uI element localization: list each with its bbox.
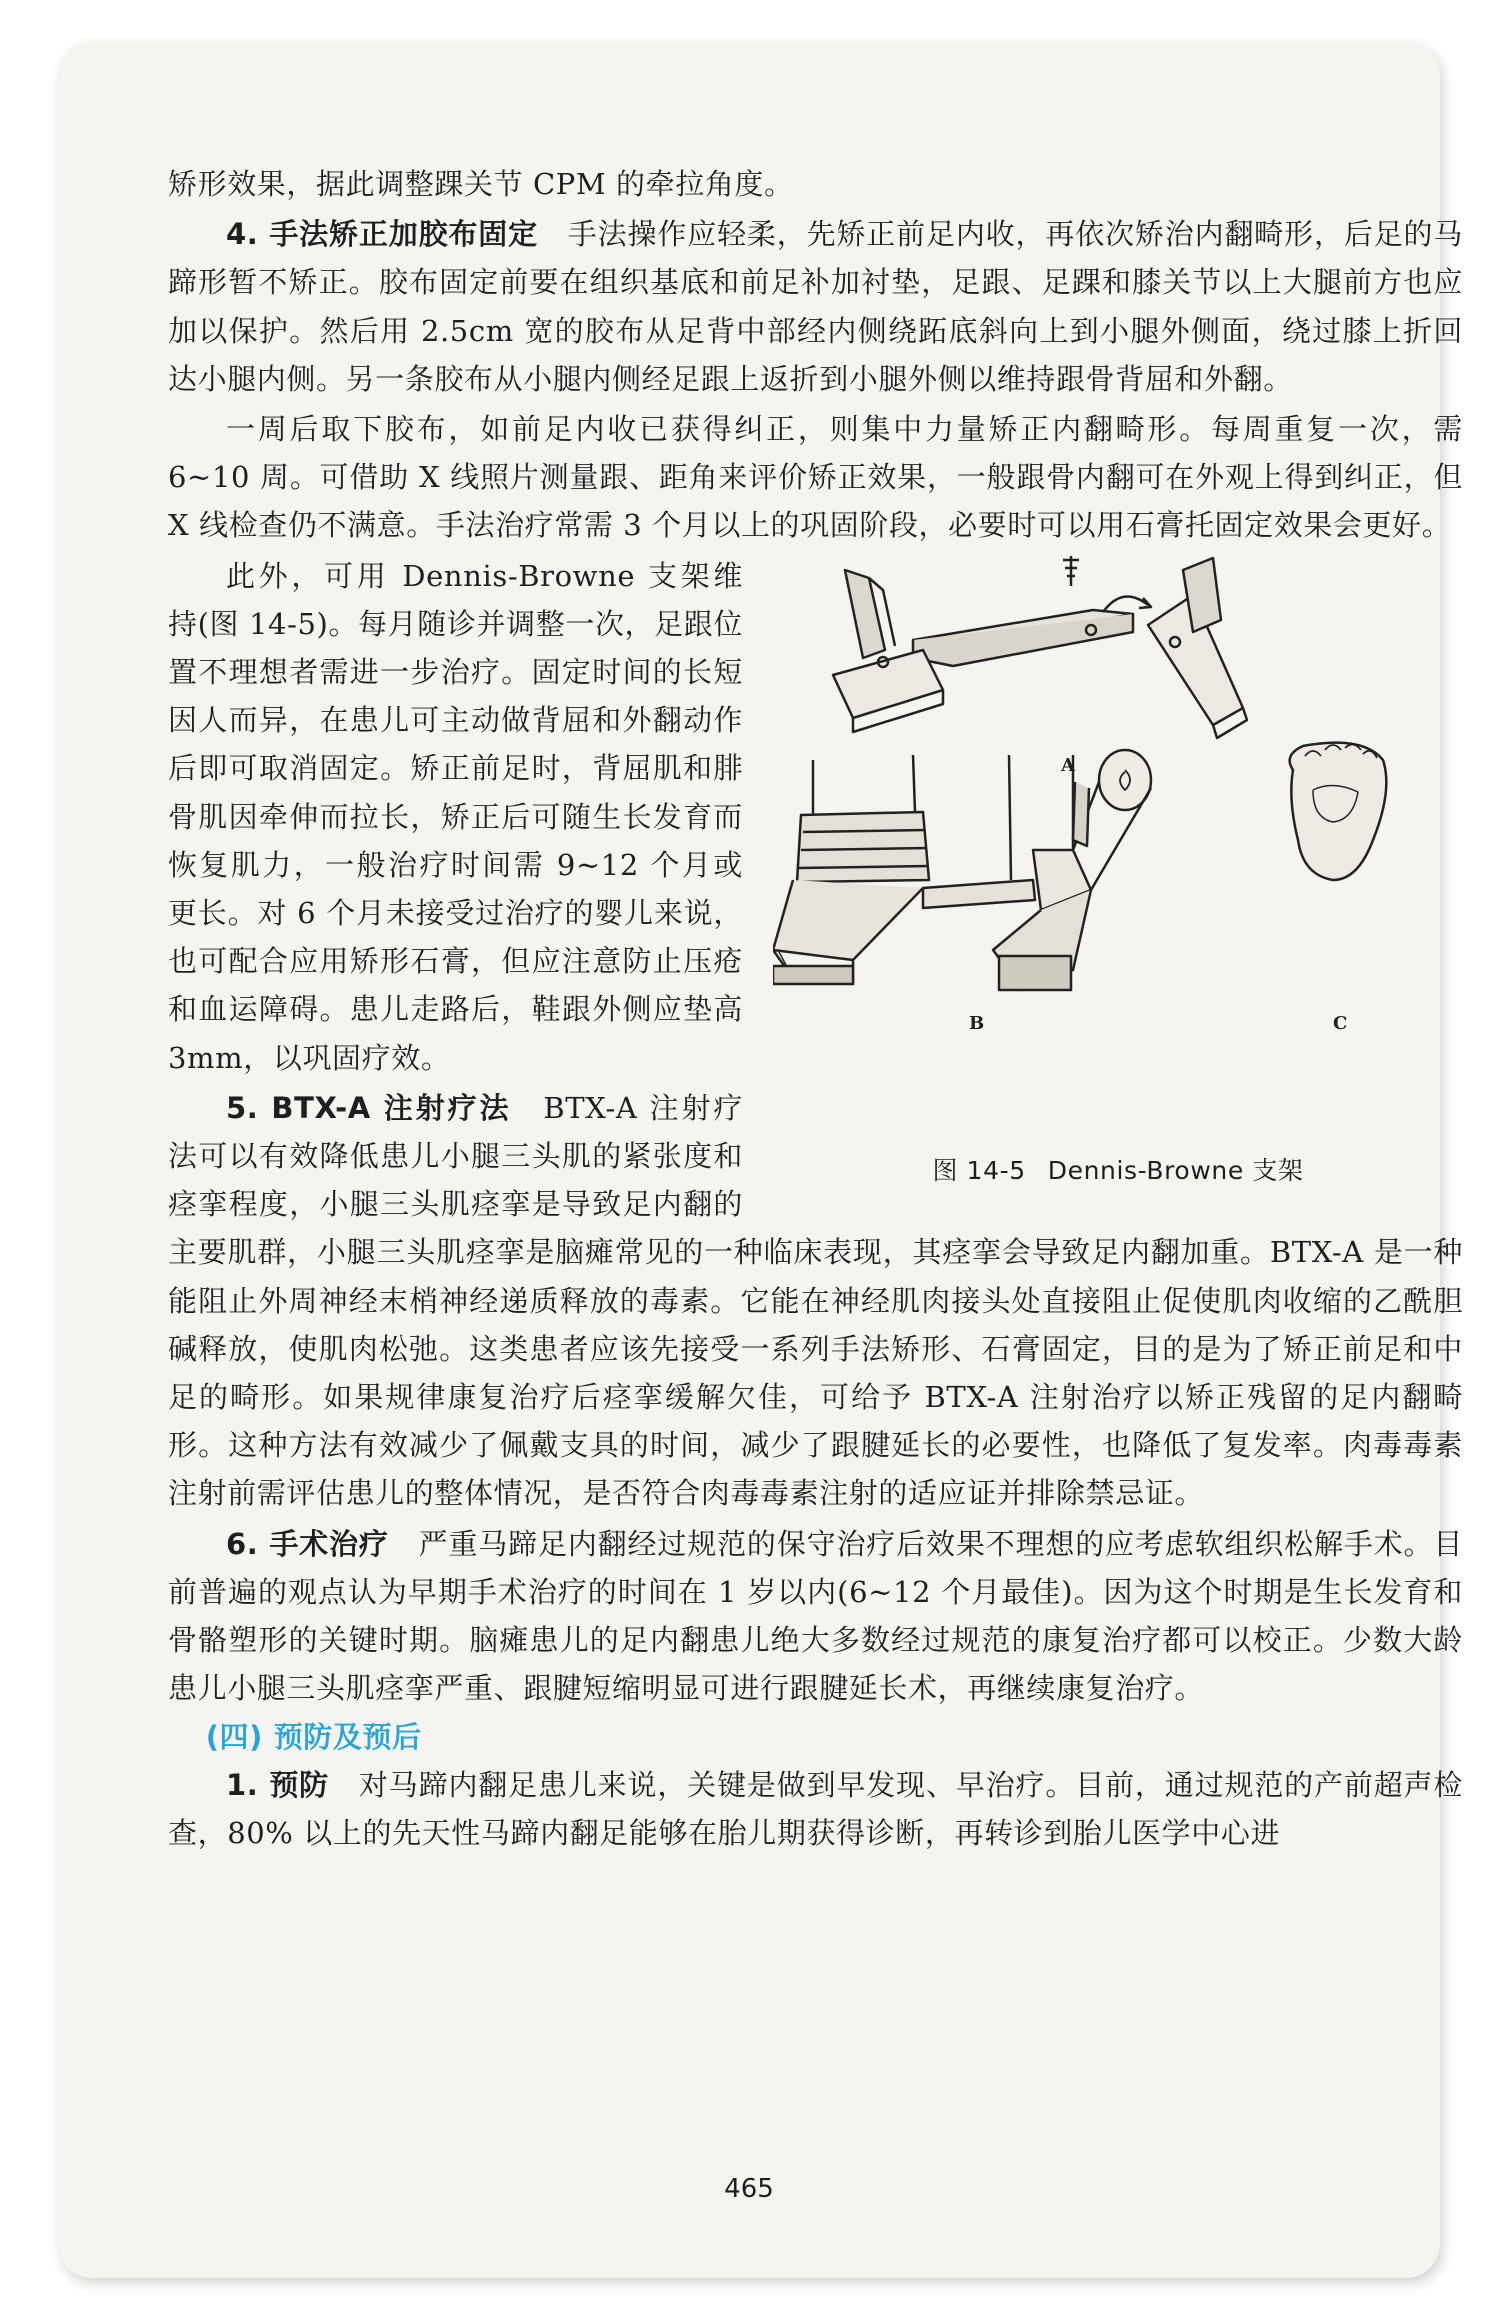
text-prevention: 对马蹄内翻足患儿来说，关键是做到早发现、早治疗。目前，通过规范的产前超声检查，80% 以上的先天性马蹄内翻足能够在胎儿期获得诊断，再转诊到胎儿医学中心进 [168, 1767, 1464, 1850]
figure-label-a: A [1061, 754, 1076, 776]
heading-manual-correction: 4. 手法矫正加胶布固定 [226, 217, 538, 252]
figure-number: 图 14-5 [932, 1155, 1026, 1185]
page-body [168, 160, 1463, 1857]
paragraph-prevention [168, 1761, 1463, 1857]
page-number: 465 [724, 2174, 774, 2204]
paragraph-manual-correction [168, 210, 1463, 403]
heading-btx-a: 5. BTX-A 注射疗法 [226, 1090, 512, 1125]
dennis-browne-illustration [773, 550, 1463, 1190]
figure-title: Dennis-Browne 支架 [1047, 1155, 1304, 1185]
paragraph-weekly-repeat: 一周后取下胶布，如前足内收已获得纠正，则集中力量矫正内翻畸形。每周重复一次，需 6~10 周。可借助 X 线照片测量跟、距角来评价矫正效果，一般跟骨内翻可在外观上得到纠正，但 X 线检查仍不满意。手法治疗常需 3 个月以上的巩固阶段，必要时可以用石膏托固定效果会更好。 [168, 412, 1463, 543]
figure-dennis-browne [773, 550, 1463, 1190]
heading-surgery: 6. 手术治疗 [226, 1526, 389, 1561]
paragraph-dennis-browne: 此外，可用 Dennis-Browne 支架维持(图 14-5)。每月随诊并调整一次，足跟位置不理想者需进一步治疗。固定时间的长短因人而异，在患儿可主动做背屈和外翻动作后即可取消固定。矫正前足时，背屈肌和腓骨肌因牵伸而拉长，矫正后可随生长发育而恢复肌力，一般治疗时间需 9~12 个月或更长。对 6 个月未接受过治疗的婴儿来说，也可配合应用矫形石膏，但应注意防止压疮和血运障碍。患儿走路后，鞋跟外侧应垫高 3mm，以巩固疗效。 [168, 558, 743, 1075]
figure-label-b: B [969, 1012, 985, 1034]
heading-prevention: 1. 预防 [226, 1767, 330, 1802]
paragraph-surgery [168, 1520, 1463, 1713]
text-manual-correction: 手法操作应轻柔，先矫正前足内收，再依次矫治内翻畸形，后足的马蹄形暂不矫正。胶布固定前要在组织基底和前足补加衬垫，足跟、足踝和膝关节以上大腿前方也应加以保护。然后用 2.5cm 宽的胶布从足背中部经内侧绕跖底斜向上到小腿外侧面，绕过膝上折回达小腿内侧。另一条胶布从小腿内侧经足跟上返折到小腿外侧以维持跟骨背屈和外翻。 [168, 217, 1463, 396]
text-btx-a: BTX-A 注射疗法可以有效降低患儿小腿三头肌的紧张度和痉挛程度，小腿三头肌痉挛是导致足内翻的主要肌群，小腿三头肌痉挛是脑瘫常见的一种临床表现，其痉挛会导致足内翻加重。BTX-A 是一种能阻止外周神经末梢神经递质释放的毒素。它能在神经肌肉接头处直接阻止促使肌肉收缩的乙酰胆碱释放，使肌肉松弛。这类患者应该先接受一系列手法矫形、石膏固定，目的是为了矫正前足和中足的畸形。如果规律康复治疗后痉挛缓解欠佳，可给予 BTX-A 注射治疗以矫正残留的足内翻畸形。这种方法有效减少了佩戴支具的时间，减少了跟腱延长的必要性，也降低了复发率。肉毒毒素注射前需评估患儿的整体情况，是否符合肉毒毒素注射的适应证并排除禁忌证。 [168, 1090, 1463, 1511]
figure-label-c: C [1333, 1012, 1348, 1034]
figure-caption [773, 1156, 1463, 1186]
paragraph-continued: 矫形效果，据此调整踝关节 CPM 的牵拉角度。 [168, 167, 794, 201]
text-surgery: 严重马蹄足内翻经过规范的保守治疗后效果不理想的应考虑软组织松解手术。目前普遍的观点认为早期手术治疗的时间在 1 岁以内(6~12 个月最佳)。因为这个时期是生长发育和骨骼塑形的关键时期。脑瘫患儿的足内翻患儿绝大多数经过规范的康复治疗都可以校正。少数大龄患儿小腿三头肌痉挛严重、跟腱短缩明显可进行跟腱延长术，再继续康复治疗。 [168, 1526, 1463, 1706]
book-page [58, 42, 1464, 2278]
section-heading-prevention: (四) 预防及预后 [205, 1719, 422, 1754]
